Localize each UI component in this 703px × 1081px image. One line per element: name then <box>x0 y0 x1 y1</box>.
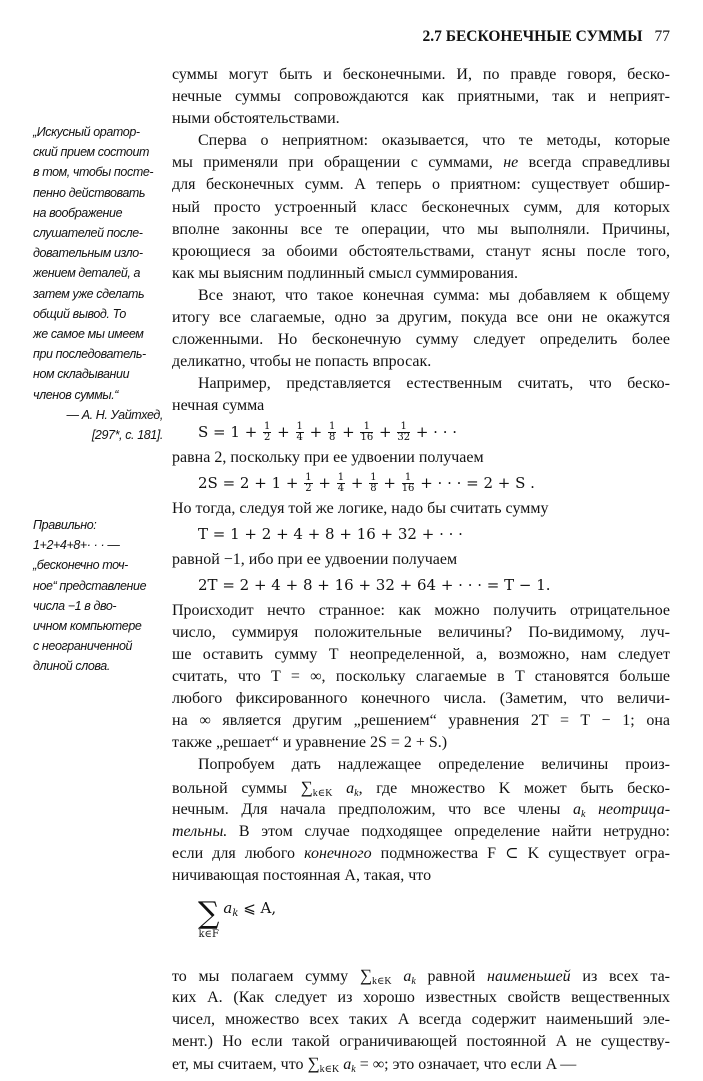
paragraph <box>172 447 670 469</box>
main-text <box>172 64 670 1075</box>
text-run: T = 1 + 2 + 4 + 8 + 16 + 32 + · · · <box>198 524 463 543</box>
note-line: членов суммы.“ <box>33 387 119 402</box>
emphasis: конечного <box>304 844 372 862</box>
text-run: любого фиксированного конечного числа. (Заметим, что величи- <box>172 690 670 708</box>
note-line: слушателей после- <box>33 226 143 241</box>
numerator: 1 <box>264 421 271 432</box>
page-number: 77 <box>654 28 670 45</box>
text-line <box>172 1031 670 1053</box>
text-line <box>172 498 670 520</box>
text-run <box>332 780 346 797</box>
text-line <box>172 64 670 86</box>
term-base: a <box>223 899 233 917</box>
term-subscript: k <box>232 908 239 919</box>
denominator: 4 <box>337 483 345 495</box>
note-line: ичном компьютере <box>33 619 142 634</box>
note-line: затем уже сделать <box>33 286 145 301</box>
margin-note-whitehead-quote <box>33 122 163 445</box>
text-run: число, суммируя положительные величины? По-видимому, луч- <box>172 623 670 641</box>
denominator: 8 <box>329 432 336 443</box>
text-line <box>172 174 670 196</box>
text-run: + <box>346 473 369 492</box>
text-run: нечным. Для начала предположим, что все члены <box>172 800 574 818</box>
text-line <box>172 754 670 776</box>
sigma-symbol: ∑ <box>307 1054 320 1074</box>
paragraph <box>172 498 670 520</box>
fraction <box>296 422 304 443</box>
text-run: мент.) Но если такой ограничивающей постоянной A не существу- <box>172 1033 670 1051</box>
text-run: суммы могут быть и бесконечными. И, по правде говоря, беско- <box>172 66 670 83</box>
text-run: , где множество K может быть беско- <box>358 779 671 797</box>
numerator: 1 <box>329 421 336 432</box>
text-run: Например, представляется естественным считать, что беско- <box>198 375 670 393</box>
numerator: 1 <box>397 422 410 433</box>
text-run: + <box>378 473 401 492</box>
denominator: 16 <box>401 483 415 495</box>
text-line <box>172 285 670 307</box>
text-line <box>172 86 670 108</box>
text-line <box>172 197 670 219</box>
subscripted-term <box>343 1056 356 1076</box>
text-run: как мы выясним подлинный смысл суммирования. <box>172 264 519 282</box>
numerator: 1 <box>305 472 312 484</box>
term-base: a <box>573 800 582 818</box>
section-title: 2.7 БЕСКОНЕЧНЫЕ СУММЫ <box>422 28 643 45</box>
fraction <box>369 473 377 494</box>
text-line <box>172 600 670 622</box>
note-line: на воображение <box>33 205 123 220</box>
text-line <box>172 799 670 821</box>
numerator: 1 <box>337 472 345 484</box>
paragraph <box>172 600 670 755</box>
note-line: „Искусный оратор- <box>33 125 140 139</box>
text-line <box>172 666 670 688</box>
text-run <box>586 801 599 818</box>
text-run: ными обстоятельствами. <box>172 110 340 128</box>
text-run: для бесконечных сумм. А теперь о приятном: существует обшир- <box>172 176 670 194</box>
text-run: + <box>272 422 295 441</box>
fraction <box>328 422 336 443</box>
paragraph <box>172 754 670 887</box>
fraction <box>263 422 271 443</box>
text-line <box>172 1009 670 1031</box>
subscripted-term <box>346 780 358 797</box>
text-run: + · · · <box>411 422 458 441</box>
term-subscript: k <box>581 808 586 820</box>
note-line: ное“ представление <box>33 578 147 593</box>
text-line <box>172 152 670 174</box>
note-line: с неограниченной <box>33 639 133 654</box>
text-run: равна 2, поскольку при ее удвоении получаем <box>172 448 484 466</box>
text-line <box>172 329 670 351</box>
text-line <box>172 549 670 571</box>
text-run <box>392 968 404 985</box>
note-line: числа −1 в дво- <box>33 598 117 613</box>
text-line <box>172 843 670 865</box>
text-run: на ∞ является другим „решением“ уравнения 2T = T − 1; она <box>172 712 670 730</box>
text-run: нечная сумма <box>172 397 265 415</box>
text-run: ⩽ A, <box>238 899 277 917</box>
note-attribution: [297*, с. 181]. <box>91 428 163 443</box>
text-run: + · · · = 2 + S . <box>415 473 535 492</box>
denominator: 16 <box>360 432 374 443</box>
text-run: ный просто устроенный класс бесконечных сумм, для которых <box>172 198 670 216</box>
text-line <box>172 108 670 130</box>
text-run: мы применяли при обращении с суммами, <box>172 154 504 172</box>
text-run: нечные суммы сопровождаются как приятными, так и неприят- <box>172 88 670 106</box>
note-attribution: — А. Н. Уайтхед, <box>66 407 163 422</box>
note-line: ном складывании <box>33 367 130 382</box>
text-line <box>172 710 670 732</box>
margin-note-binary-minus-one <box>33 515 163 677</box>
inline-sum <box>300 777 333 799</box>
text-run: ет, мы считаем, что <box>172 1056 308 1074</box>
text-line <box>172 447 670 469</box>
paragraph <box>172 130 670 285</box>
text-line <box>172 987 670 1009</box>
text-line <box>172 821 670 843</box>
text-run: вполне законны все те операции, что мы выполняли. Причины, <box>172 220 670 238</box>
display-sum <box>198 896 220 941</box>
display-formula <box>172 520 670 549</box>
sigma-symbol: ∑ <box>359 966 372 985</box>
text-run: ше оставить сумму T неопределенной, а, возможно, нам следует <box>172 645 670 663</box>
note-line: „бесконечно точ- <box>33 558 128 573</box>
text-line <box>172 373 670 395</box>
text-run: В этом случае подходящее определение найти нетрудно: <box>227 822 670 840</box>
running-header <box>422 28 670 46</box>
emphasis: не <box>503 154 519 172</box>
sum-index: k∈K <box>312 787 333 799</box>
text-line <box>172 865 670 887</box>
note-line: пенно действовать <box>33 185 146 200</box>
paragraph <box>172 285 670 373</box>
text-run: ких A. (Как следует из хорошо известных свойств вещественных <box>172 989 670 1007</box>
note-line: Правильно: <box>33 518 97 532</box>
fraction <box>304 473 312 494</box>
fraction <box>402 473 415 494</box>
text-line <box>172 1053 670 1075</box>
subscripted-term <box>403 968 415 985</box>
text-line <box>172 732 670 754</box>
denominator: 8 <box>370 483 377 495</box>
display-formula <box>172 571 670 600</box>
numerator: 1 <box>296 421 303 432</box>
text-run: чисел, множество всех таких A всегда содержит наименьший эле- <box>172 1011 670 1029</box>
note-line: при последователь- <box>33 347 146 362</box>
emphasis: тельны. <box>172 822 228 840</box>
text-run: + <box>313 473 336 492</box>
text-line <box>172 263 670 285</box>
text-run: то мы полагаем сумму <box>172 968 360 985</box>
text-run: равной <box>415 968 488 985</box>
text-line <box>172 351 670 373</box>
text-run: деликатно, чтобы не попасть впросак. <box>172 353 432 371</box>
term-subscript: k <box>354 787 359 799</box>
text-run: также „решает“ и уравнение 2S = 2 + S.) <box>172 734 448 752</box>
denominator: 2 <box>305 483 312 495</box>
sum-index: k∈K <box>371 976 392 987</box>
note-line: же самое мы имеем <box>33 327 144 342</box>
numerator: 1 <box>402 473 415 484</box>
note-line: длиной слова. <box>33 659 110 674</box>
text-line <box>172 219 670 241</box>
sigma-symbol: ∑ <box>198 896 220 931</box>
note-line: общий вывод. То <box>33 306 126 321</box>
text-run: всегда справедливы <box>518 154 670 172</box>
text-run: считать, что T = ∞, поскольку слагаемые в T становятся больше <box>172 668 670 686</box>
text-run: из всех та- <box>570 968 671 985</box>
term-base: a <box>343 1056 352 1074</box>
note-line: в том, чтобы посте- <box>33 165 154 180</box>
display-formula <box>172 887 670 965</box>
numerator: 1 <box>370 472 377 484</box>
text-line <box>172 965 670 987</box>
emphasis: неотрица- <box>598 800 671 818</box>
text-run: S = 1 + <box>198 422 263 441</box>
note-line: ский прием состоит <box>33 145 150 160</box>
term-base: a <box>403 968 412 985</box>
fraction <box>397 422 410 443</box>
denominator: 2 <box>264 432 271 443</box>
text-run: подмножества F ⊂ K существует огра- <box>371 844 670 862</box>
text-run: = ∞; это означает, что если A — <box>355 1056 577 1074</box>
paragraph <box>172 373 670 417</box>
term-subscript: k <box>411 976 416 987</box>
text-run: 2S = 2 + 1 + <box>198 473 304 492</box>
text-run: + <box>337 422 360 441</box>
paragraph <box>172 64 670 130</box>
text-run: если для любого <box>172 844 305 862</box>
text-run: сложенными. Но бесконечную сумму следует определить более <box>172 331 670 349</box>
note-line: жением деталей, а <box>33 266 141 281</box>
denominator: 4 <box>296 432 303 443</box>
paragraph <box>172 965 670 1075</box>
inline-sum <box>360 968 392 985</box>
text-line <box>172 777 670 799</box>
text-run: ничивающая постоянная A, такая, что <box>172 866 432 884</box>
text-run: 2T = 2 + 4 + 8 + 16 + 32 + 64 + · · · = T − 1. <box>198 575 551 594</box>
subscripted-term <box>573 801 585 818</box>
subscripted-term <box>223 899 238 917</box>
text-run: Но тогда, следуя той же логике, надо бы считать сумму <box>172 499 549 517</box>
sum-index: k∈F <box>198 929 219 940</box>
text-run: равной −1, ибо при ее удвоении получаем <box>172 550 458 568</box>
text-run: + <box>304 422 327 441</box>
term-subscript: k <box>351 1064 356 1076</box>
text-run: + <box>374 422 397 441</box>
text-run: Происходит нечто странное: как можно получить отрицательное <box>172 601 670 619</box>
text-line <box>172 622 670 644</box>
text-run: кроющиеся за обоими обстоятельствами, станут ясны после того, <box>172 242 670 260</box>
text-line <box>172 395 670 417</box>
text-run: Сперва о неприятном: оказывается, что те методы, которые <box>198 132 670 150</box>
denominator: 32 <box>397 432 411 443</box>
fraction <box>337 473 345 494</box>
text-line <box>172 130 670 152</box>
numerator: 1 <box>360 422 373 433</box>
text-line <box>172 307 670 329</box>
note-line: довательным изло- <box>33 246 143 261</box>
fraction <box>360 422 373 443</box>
text-run: итогу все слагаемые, одно за другим, покуда все они не окажутся <box>172 309 670 327</box>
term-base: a <box>346 779 355 797</box>
note-line: 1+2+4+8+· · · — <box>33 538 120 553</box>
sigma-symbol: ∑ <box>300 777 313 797</box>
text-line <box>172 644 670 666</box>
inline-sum <box>307 1054 340 1076</box>
display-formula <box>172 469 670 498</box>
display-formula <box>172 418 670 447</box>
text-run: Все знают, что такое конечная сумма: мы добавляем к общему <box>198 286 670 304</box>
text-run: Попробуем дать надлежащее определение величины произ- <box>198 756 670 774</box>
text-run: вольной суммы <box>172 779 301 797</box>
text-line <box>172 241 670 263</box>
paragraph <box>172 549 670 571</box>
emphasis: наименьшей <box>487 968 571 985</box>
sum-index: k∈K <box>319 1064 340 1076</box>
text-line <box>172 688 670 710</box>
